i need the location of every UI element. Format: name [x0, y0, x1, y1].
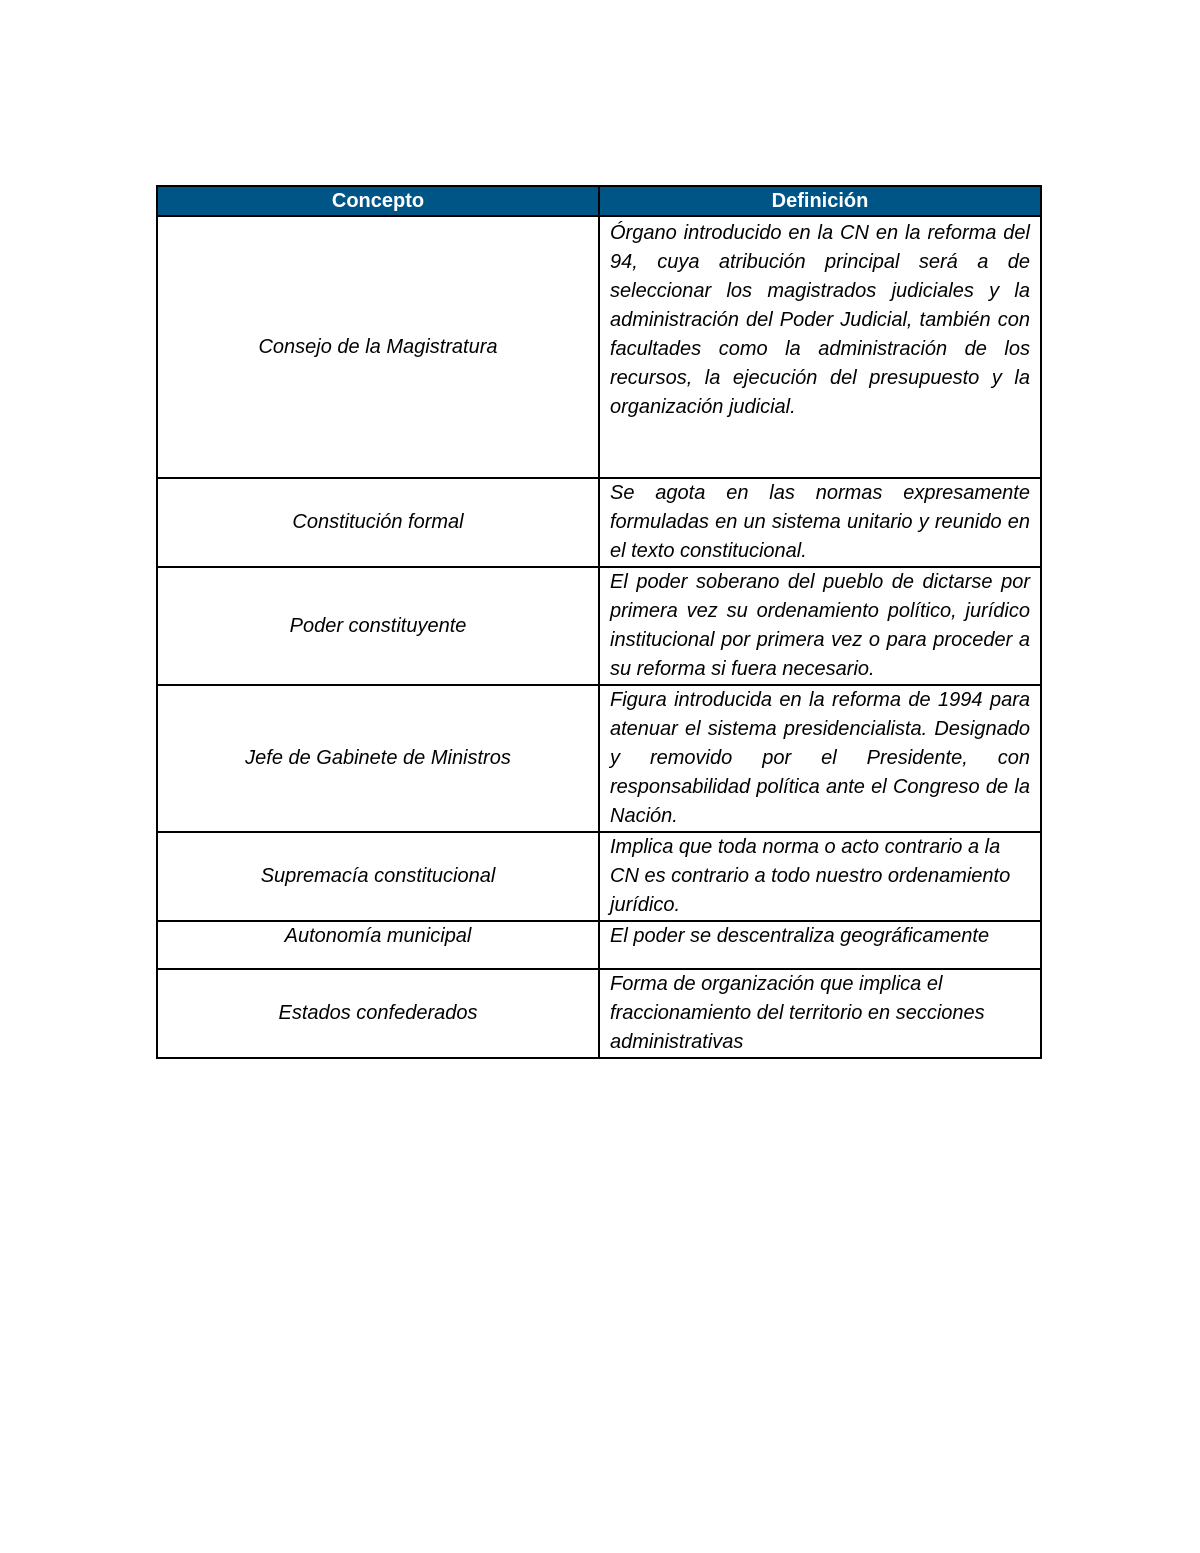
concept-cell: Constitución formal: [157, 478, 599, 567]
definition-cell: [599, 832, 1041, 921]
definition-text: Se agota en las normas expresamente formuladas en un sistema unitario y reunido en el texto constitucional.: [610, 482, 1030, 562]
definition-cell: [599, 685, 1041, 832]
table-row: [157, 567, 1041, 685]
table-row: [157, 832, 1041, 921]
table-row: [157, 685, 1041, 832]
definition-cell: [599, 969, 1041, 1058]
header-definition: Definición: [599, 186, 1041, 216]
definition-cell: [599, 478, 1041, 567]
table-row: [157, 478, 1041, 567]
definition-text: Implica que toda norma o acto contrario a la CN es contrario a todo nuestro ordenamiento jurídico.: [610, 836, 1011, 916]
definition-text: Forma de organización que implica el fraccionamiento del territorio en secciones administrativas: [610, 973, 985, 1053]
definition-text: El poder soberano del pueblo de dictarse por primera vez su ordenamiento político, jurídico institucional por primera vez o para proceder a su reforma si fuera necesario.: [610, 571, 1030, 680]
definition-cell: [599, 921, 1041, 969]
concept-cell: Supremacía constitucional: [157, 832, 599, 921]
definition-cell: [599, 567, 1041, 685]
definition-text: Figura introducida en la reforma de 1994 para atenuar el sistema presidencialista. Designado y removido por el Presidente, con responsabilidad política ante el Congreso de la Nación.: [610, 689, 1030, 827]
table-row: [157, 216, 1041, 478]
concept-cell: Estados confederados: [157, 969, 599, 1058]
concept-cell: Jefe de Gabinete de Ministros: [157, 685, 599, 832]
concept-cell: Autonomía municipal: [157, 921, 599, 969]
definition-text: El poder se descentraliza geográficamente: [610, 925, 990, 947]
definition-cell: [599, 216, 1041, 478]
definition-text: Órgano introducido en la CN en la reforma del 94, cuya atribución principal será a de seleccionar los magistrados judiciales y la administración del Poder Judicial, también con facultades como la administración de los recursos, la ejecución del presupuesto y la organización judicial.: [610, 222, 1030, 418]
concept-definition-table: [156, 185, 1042, 1059]
concept-cell: Poder constituyente: [157, 567, 599, 685]
table-header-row: [157, 186, 1041, 216]
header-concept: Concepto: [157, 186, 599, 216]
table-row: [157, 969, 1041, 1058]
table-row: [157, 921, 1041, 969]
concept-cell: Consejo de la Magistratura: [157, 216, 599, 478]
